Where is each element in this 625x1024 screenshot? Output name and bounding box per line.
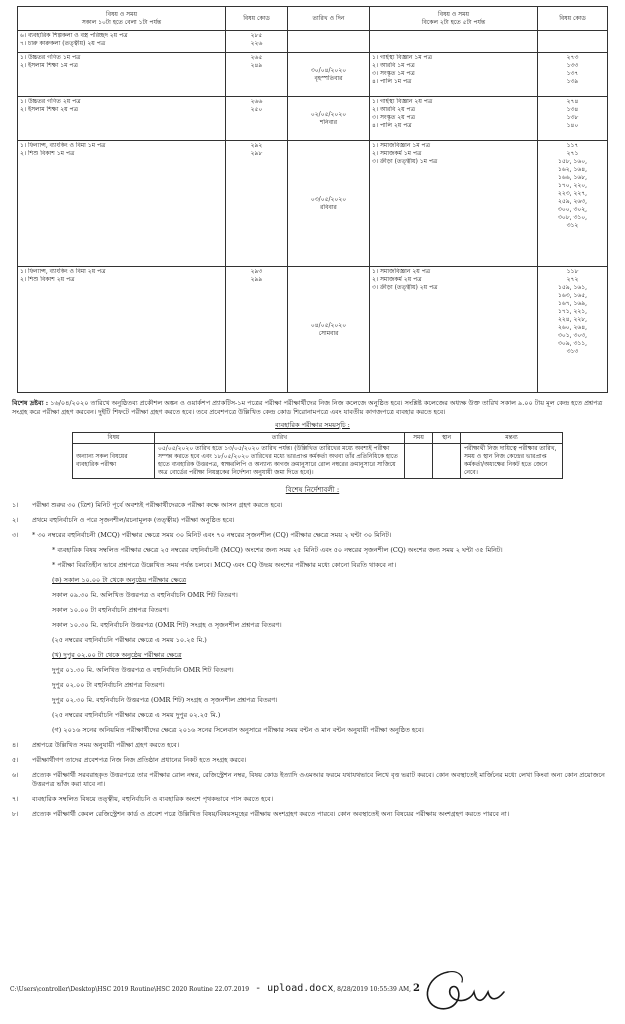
instruction-text: পরীক্ষা শুরুর ৩০ (ত্রিশ) মিনিট পূর্বে অবশ্যই পরীক্ষার্থীদেরকে পরীক্ষা কক্ষে আসন গ্রহণ করতে হবে। (32, 501, 283, 509)
instruction-item (12, 756, 613, 765)
footer-timestamp: , 8/28/2019 10:55:39 AM, (333, 986, 412, 993)
subject-line: ৩। সংস্কৃত ১ম পত্র (372, 70, 415, 77)
subject-line: ৭। চারু কারুকলা (তত্ত্বীয়) ২য় পত্র (20, 40, 106, 47)
instruction-item (12, 795, 613, 804)
subject-code: ১৩৯ (566, 78, 579, 85)
subject-line: ১। সমাজবিজ্ঞান ২য় পত্র (372, 268, 431, 275)
morning-subjects-cell (18, 97, 226, 141)
instruction-text: প্রত্যেক পরীক্ষার্থী সরবরাহকৃত উত্তরপত্রে তার পরীক্ষার রোল নম্বর, রেজিস্ট্রেশন নম্বর, বিষয় কোড ইত্যাদি ওএমআর ফরমে যথাযথভাবে লিখে বৃত্ত ভরাট করবে। কোন অবস্থাতেই মার্জিনের মধ্যে লেখা কিংবা অন্য কোন প্রয়োজনে উত্তরপত্র ভাঁজ করা যাবে না। (32, 771, 605, 788)
instruction-number: ৩। (12, 531, 19, 539)
afternoon-codes-cell (538, 97, 608, 141)
subject-code: ১৬৭, ১৬৯, (557, 300, 588, 307)
subject-line: ২। আরবি ২য় পত্র (372, 106, 416, 113)
subject-line: ১। ফিন্যান্স, ব্যাংকিং ও বিমা ২য় পত্র (20, 268, 106, 275)
instruction-item (12, 810, 613, 819)
morning-codes-cell (226, 31, 288, 53)
practical-header-time: সময় (405, 433, 433, 444)
instruction-number: ৪। (12, 741, 19, 749)
subject-code: ২৯৯ (250, 276, 263, 283)
subject-line: ১। উচ্চতর গণিত ২য় পত্র (20, 98, 81, 105)
subject-code: ১১৭ (566, 142, 579, 149)
subject-code: ২২৬ (250, 40, 263, 47)
exam-routine-table (17, 6, 608, 393)
subject-code: ১৩৮ (566, 114, 579, 121)
practical-header-date: তারিখ (155, 433, 405, 444)
instruction-text: * ৩০ নম্বরের বহুনির্বাচনী (MCQ) পরীক্ষার ক্ষেত্রে সময় ৩০ মিনিট এবং ৭০ নম্বরের সৃজনশীল (CQ) পরীক্ষার ক্ষেত্রে সময় ২ ঘন্টা ৩০ মিনিট। (32, 531, 392, 539)
subject-code: ১৩৭ (566, 70, 579, 77)
table-row (18, 141, 608, 267)
special-note-label: বিশেষ দ্রষ্টব্য : (12, 399, 49, 407)
subject-code: ৩০০, ৩০২, (557, 206, 588, 213)
afternoon-line: দুপুর ০১.৩০ মি. অলিখিত উত্তরপত্র ও বহুনির্বাচনি OMR শিট বিতরণ। (52, 666, 234, 674)
exam-date: ০৩/০৫/২০২০ (310, 195, 347, 203)
afternoon-subjects-cell (370, 141, 538, 267)
subject-line: ৩। ক্রীড়া (তত্ত্বীয়) ১ম পত্র (372, 158, 438, 165)
exam-date: ০৪/০৫/২০২০ (310, 321, 347, 329)
instruction-number: ১। (12, 501, 19, 509)
practical-header-row (73, 433, 563, 444)
subject-line: ২। শিশু বিকাশ ২য় পত্র (20, 276, 75, 283)
subject-line: ৬। ব্যবহারিক শিল্পকলা ও বস্ত্র পরিচ্ছদ ২য় পত্র (20, 32, 128, 39)
subject-code: ২২৩, ২২৭, (557, 190, 588, 197)
exam-day: রবিবার (320, 203, 337, 211)
morning-schedule-heading: (ক) সকাল ১০.০০ টা থেকে অনুষ্ঠেয় পরীক্ষার ক্ষেত্রে (52, 576, 187, 584)
date-day-cell (288, 141, 370, 267)
practical-header-subject: বিষয় (73, 433, 155, 444)
instruction-sub-practical: * ব্যবহারিক বিষয় সম্বলিত পরীক্ষার ক্ষেত্রে ২৫ নম্বরের বহুনির্বাচনী (MCQ) অংশের জন্য সময় ২৫ মিনিট এবং ৫০ নম্বরের সৃজনশীল (CQ) অংশের জন্য সময় ২ ঘন্টা ৩৫ মিনিট। (52, 546, 503, 554)
date-day-cell (288, 31, 370, 53)
document-footer (10, 985, 420, 994)
afternoon-subjects-cell (370, 267, 538, 393)
instruction-sub-continuous: * পরীক্ষা বিরতিহীন ভাবে প্রশ্নপত্রে উল্লেখিত সময় পর্যন্ত চলবে। MCQ এবং CQ উভয় অংশের পরীক্ষার মধ্যে কোনো বিরতি থাকবে না। (52, 561, 397, 569)
morning-subjects-cell (18, 267, 226, 393)
special-note (12, 399, 612, 417)
morning-subjects-cell (18, 141, 226, 267)
afternoon-codes-cell (538, 141, 608, 267)
instruction-text: পরীক্ষার্থীগণ তাদের প্রবেশপত্র নিজ নিজ প্রতিষ্ঠান প্রধানের নিকট হতে সংগ্রহ করবে। (32, 756, 247, 764)
header-date: তারিখ ও দিন (288, 7, 370, 31)
exam-day: শনিবার (319, 118, 338, 126)
morning-line: সকাল ১০.০০ টা বহুনির্বাচনি প্রশ্নপত্র বিতরণ। (52, 606, 169, 614)
subject-code: ২৬০, ২৬৪, (557, 324, 588, 331)
date-day-cell (288, 267, 370, 393)
subject-line: ১। গার্হস্থ্য বিজ্ঞান ২য় পত্র (372, 98, 433, 105)
subject-code: ২৯৮ (250, 150, 263, 157)
afternoon-line: দুপুর ০২.৩০ মি. বহুনির্বাচনি উত্তরপত্র (OMR শিট) সংগ্রহ ও সৃজনশীল প্রশ্নপত্র বিতরণ। (52, 696, 278, 704)
subject-code: ২৯৩ (250, 268, 263, 275)
date-day-cell (288, 97, 370, 141)
subject-line: ২। সমাজকর্ম ২য় পত্র (372, 276, 422, 283)
subject-code: ২৭২ (566, 276, 579, 283)
subject-line: ৪। পালি ২য় পত্র (372, 122, 412, 129)
morning-line: সকাল ০৯.৩০ মি. অলিখিত উত্তরপত্র ও বহুনির্বাচনি OMR শিট বিতরণ। (52, 591, 238, 599)
subject-line: ১। গার্হস্থ্য বিজ্ঞান ১ম পত্র (372, 54, 433, 61)
header-afternoon: বিষয় ও সময় বিকেল ২টা হতে ৫টা পর্যন্ত (370, 7, 538, 31)
instruction-text: ব্যবহারিক সম্বলিত বিষয়ে তত্ত্বীয়, বহুনির্বাচনি ও ব্যবহারিক অংশে পৃথকভাবে পাস করতে হবে। (32, 795, 274, 803)
footer-file-path: C:\Users\controller\Desktop\HSC 2019 Routine\HSC 2020 Routine 22.07.2019 (10, 986, 250, 993)
subject-line: ২। শিশু বিকাশ ১ম পত্র (20, 150, 75, 157)
practical-schedule-title: ব্যবহারিক পরীক্ষার সময়সূচি : (275, 421, 350, 429)
subject-code: ২৮৫ (250, 32, 263, 39)
table-header-row (18, 7, 608, 31)
subject-code: ১৬৩, ১৬৫, (557, 292, 588, 299)
subject-code: ১৫৮, ১৬০, (557, 158, 588, 165)
exam-day: বৃহস্পতিবার (314, 74, 343, 82)
practical-header-remarks: মন্তব্য (461, 433, 563, 444)
morning-codes-cell (226, 97, 288, 141)
instruction-number: ৫। (12, 756, 19, 764)
instruction-text: প্রত্যেক পরীক্ষার্থী কেবল রেজিস্ট্রেশন কার্ড ও প্রবেশ পত্রে উল্লিখিত বিষয়/বিষয়সমূহের পরীক্ষায় অংশগ্রহণ করতে পারবে। কোন অবস্থাতেই অন্য বিষয়ের পরীক্ষায় অংশগ্রহণ করতে পারবে না। (32, 810, 510, 818)
subject-line: ৩। ক্রীড়া (তত্ত্বীয়) ২য় পত্র (372, 284, 438, 291)
instruction-number: ২। (12, 516, 19, 524)
subject-code: ১১৮ (566, 268, 579, 275)
subject-code: ২২৪, ২২৮, (557, 316, 588, 323)
subject-code: ২৭৪ (566, 98, 579, 105)
afternoon-codes-cell (538, 31, 608, 53)
practical-date: ০৫/০৫/২০২০ তারিখ হতে ১৩/০৫/২০২০ তারিখ পর্যন্ত। (উল্লিখিত তারিখের মধ্যে অবশ্যই পরীক্ষা সম্পন্ন করতে হবে এবং ১৮/০৫/২০২০ তারিখের মধ্যে ভারপ্রাপ্ত কর্মকর্তা অথবা তাঁর প্রতিনিধিকে হাতে হাতে ব্যবহারিক উত্তরপত্র, স্বাক্ষরলিপি ও অন্যান্য কাগজ ক্রমানুসারে রোল নম্বরের ক্রমানুসারে সাজিয়ে অত্র বোর্ডের পরীক্ষা নিয়ন্ত্রকের নির্দেশনা অনুযায়ী জমা দিতে হবে)। (155, 444, 405, 479)
morning-line: (২৫ নম্বরের বহুনির্বাচনি পরীক্ষার ক্ষেত্রে এ সময় ১০.২৫ মি.) (52, 636, 207, 644)
subject-code: ২৫০ (250, 106, 263, 113)
practical-header-place: স্থান (433, 433, 461, 444)
footer-separator: - (249, 983, 268, 994)
afternoon-schedule-heading: (খ) দুপুর ০২.০০ টা থেকে অনুষ্ঠেয় পরীক্ষার ক্ষেত্রে (52, 651, 182, 659)
subject-code: ১৩৩ (566, 62, 579, 69)
subject-code: ৩০১, ৩০৩, (557, 332, 588, 339)
subject-code: ২৭১ (566, 150, 579, 157)
signature-image (418, 962, 518, 1017)
afternoon-subjects-cell (370, 53, 538, 97)
subject-line: ২। ইসলাম শিক্ষা ২য় পত্র (20, 106, 79, 113)
practical-place (433, 444, 461, 479)
instruction-item (12, 516, 613, 525)
footer-page-number: 2 (413, 983, 420, 994)
table-row (18, 97, 608, 141)
subject-code: ২৯২ (250, 142, 263, 149)
header-code-2: বিষয় কোড (538, 7, 608, 31)
afternoon-line: দুপুর ০২.০০ টা বহুনির্বাচনি প্রশ্নপত্র বিতরণ। (52, 681, 165, 689)
subject-code: ৩০৮, ৩১০, (557, 214, 588, 221)
instruction-item (12, 531, 613, 540)
subject-code: ১৪০ (566, 122, 579, 129)
subject-code: ২৫৯, ২৬৩, (557, 198, 588, 205)
instructions-list (12, 501, 613, 819)
footer-file-name: upload.docx (267, 983, 334, 994)
subject-code: ১৭০, ২২০, (557, 182, 588, 189)
afternoon-line: (২৫ নম্বরের বহুনির্বাচনি পরীক্ষার ক্ষেত্রে এ সময় দুপুর ০২.২৫ মি.) (52, 711, 221, 719)
subject-code: ২৭৩ (566, 54, 579, 61)
subject-code: ১৩৪ (566, 106, 579, 113)
subject-code: ৩১২ (566, 222, 579, 229)
subject-code: ২৬৬ (250, 98, 263, 105)
practical-row (73, 444, 563, 479)
subject-line: ৩। সংস্কৃত ২য় পত্র (372, 114, 416, 121)
table-row (18, 267, 608, 393)
subject-code: ৩১৩ (566, 348, 579, 355)
instruction-number: ৮। (12, 810, 19, 818)
exam-date: ০২/০৫/২০২০ (310, 110, 347, 118)
instruction-text: প্রশ্নপত্রে উল্লিখিত সময় অনুযায়ী পরীক্ষা গ্রহণ করতে হবে। (32, 741, 180, 749)
subject-line: ২। সমাজকর্ম ১ম পত্র (372, 150, 422, 157)
subject-code: ১৬২, ১৬৪, (557, 166, 588, 173)
header-morning: বিষয় ও সময় সকাল ১০টা হতে বেলা ১টা পর্যন্ত (18, 7, 226, 31)
afternoon-subjects-cell (370, 31, 538, 53)
morning-codes-cell (226, 53, 288, 97)
instructions-title: বিশেষ নির্দেশাবলী : (285, 486, 340, 494)
afternoon-codes-cell (538, 53, 608, 97)
instruction-number: ৬। (12, 771, 19, 779)
instruction-number: ৭। (12, 795, 19, 803)
instruction-item (12, 771, 613, 789)
practical-subject: অন্যান্য সকল বিষয়ের ব্যবহারিক পরীক্ষা (73, 444, 155, 479)
subject-line: ৪। পালি ১ম পত্র (372, 78, 412, 85)
morning-codes-cell (226, 267, 288, 393)
exam-date: ৩০/০৪/২০২০ (310, 66, 347, 74)
morning-subjects-cell (18, 53, 226, 97)
subject-code: ২৬৫ (250, 54, 263, 61)
subject-code: ১৫৯, ১৬১, (557, 284, 588, 291)
table-row (18, 31, 608, 53)
subject-line: ২। ইসলাম শিক্ষা ১ম পত্র (20, 62, 78, 69)
subject-code: ১৭১, ২২১, (557, 308, 588, 315)
practical-time (405, 444, 433, 479)
subject-line: ১। ফিন্যান্স, ব্যাংকিং ও বিমা ১ম পত্র (20, 142, 106, 149)
date-day-cell (288, 53, 370, 97)
practical-remarks: পরীক্ষার্থী নিজ দায়িত্বে পরীক্ষার তারিখ, সময় ও স্থান নিজ কেন্দ্রের ভারপ্রাপ্ত কর্মকর্তা/অধ্যক্ষের নিকট হতে জেনে নেবে। (461, 444, 563, 479)
practical-schedule-table (72, 432, 563, 479)
irregular-candidates-note: (গ) ২০১৬ সনের অনিয়মিত পরীক্ষার্থীদের ক্ষেত্রে ২০১৬ সনের সিলেবাস অনুসারে পরীক্ষার সময় বন্টন ও মান বন্টন অনুযায়ী পরীক্ষা অনুষ্ঠিত হবে। (52, 726, 424, 734)
afternoon-subjects-cell (370, 97, 538, 141)
morning-subjects-cell (18, 31, 226, 53)
morning-codes-cell (226, 141, 288, 267)
exam-day: সোমবার (318, 329, 339, 337)
morning-line: সকাল ১০.৩০ মি. বহুনির্বাচনি উত্তরপত্র (OMR শিট) সংগ্রহ ও সৃজনশীল প্রশ্নপত্র বিতরণ। (52, 621, 282, 629)
table-row (18, 53, 608, 97)
subject-code: ৩০৯, ৩১১, (557, 340, 588, 347)
instruction-text: প্রথমে বহুনির্বাচনি ও পরে সৃজনশীল/রচনামূলক (তত্ত্বীয়) পরীক্ষা অনুষ্ঠিত হবে। (32, 516, 235, 524)
subject-line: ১। উচ্চতর গণিত ১ম পত্র (20, 54, 81, 61)
instruction-item (12, 741, 613, 750)
subject-line: ১। সমাজবিজ্ঞান ১ম পত্র (372, 142, 430, 149)
subject-code: ১৬৬, ১৬৮, (557, 174, 588, 181)
header-code: বিষয় কোড (226, 7, 288, 31)
instruction-item (12, 501, 613, 510)
subject-line: ২। আরবি ১ম পত্র (372, 62, 415, 69)
afternoon-codes-cell (538, 267, 608, 393)
subject-code: ২৪৯ (250, 62, 263, 69)
special-note-text: ১৬/০৪/২০২০ তারিখে অনুষ্ঠিতব্য প্রকৌশল অঙ্কন ও ওয়ার্কশপ প্র্যাকটিস-১ম পত্রের পরীক্ষা পরীক্ষার্থীদের নিজ নিজ কলেজে অনুষ্ঠিত হবে। সংশ্লিষ্ট কলেজের অধ্যক্ষ উক্ত তারিখ সকাল ৯.০০ টায় মূল কেন্দ্র হতে প্রশ্নপত্র সংগ্রহ করে পরীক্ষা গ্রহণ করবেন। দুইটি শিফটে পরীক্ষা গ্রহণ করতে হবে। তবে প্রবেশপত্রে উল্লিখিত কেন্দ্র কোড শিরোনামপত্রে এবং যাবতীয় কাগজপত্রে ব্যবহার করতে হবে। (12, 399, 603, 416)
